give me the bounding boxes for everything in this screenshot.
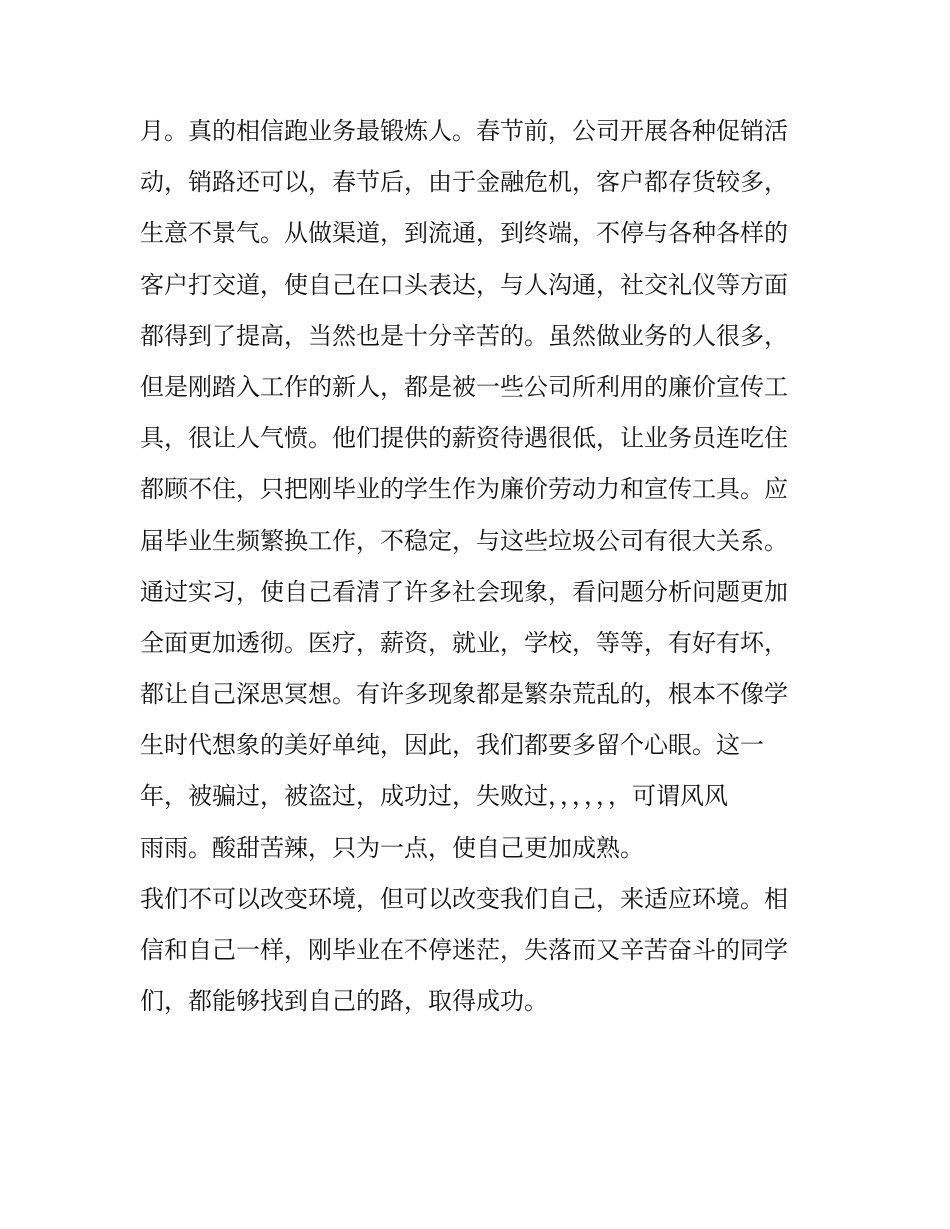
text-line: 都让自己深思冥想。有许多现象都是繁杂荒乱的，根本不像学 — [140, 680, 788, 709]
text-line: 们，都能够找到自己的路，取得成功。 — [140, 987, 548, 1016]
text-line: 雨雨。酸甜苦辣，只为一点，使自己更加成熟。 — [140, 833, 644, 862]
text-line: 我们不可以改变环境，但可以改变我们自己，来适应环境。相 — [140, 884, 788, 913]
text-line: 年，被骗过，被盗过，成功过，失败过，，，，，，可谓风风 — [140, 782, 728, 811]
text-line: 生时代想象的美好单纯，因此，我们都要多留个心眼。这一 — [140, 731, 764, 760]
text-line: 通过实习，使自己看清了许多社会现象，看问题分析问题更加 — [140, 577, 788, 606]
text-line: 届毕业生频繁换工作，不稳定，与这些垃圾公司有很大关系。 — [140, 526, 788, 555]
text-line: 月。真的相信跑业务最锻炼人。春节前，公司开展各种促销活 — [140, 117, 788, 145]
text-line: 具，很让人气愤。他们提供的薪资待遇很低，让业务员连吃住 — [140, 424, 788, 453]
text-line: 动，销路还可以，春节后，由于金融危机，客户都存货较多， — [140, 168, 788, 197]
text-line: 生意不景气。从做渠道，到流通，到终端，不停与各种各样的 — [140, 219, 788, 248]
text-line: 都得到了提高，当然也是十分辛苦的。虽然做业务的人很多， — [140, 321, 788, 350]
text-line: 客户打交道，使自己在口头表达，与人沟通，社交礼仪等方面 — [140, 270, 788, 299]
text-line: 但是刚踏入工作的新人，都是被一些公司所利用的廉价宣传工 — [140, 372, 788, 401]
text-line: 都顾不住，只把刚毕业的学生作为廉价劳动力和宣传工具。应 — [140, 475, 788, 504]
text-line: 信和自己一样，刚毕业在不停迷茫，失落而又辛苦奋斗的同学 — [140, 936, 788, 964]
text-line: 全面更加透彻。医疗，薪资，就业，学校，等等，有好有坏， — [140, 628, 788, 657]
body-text — [140, 106, 820, 1027]
